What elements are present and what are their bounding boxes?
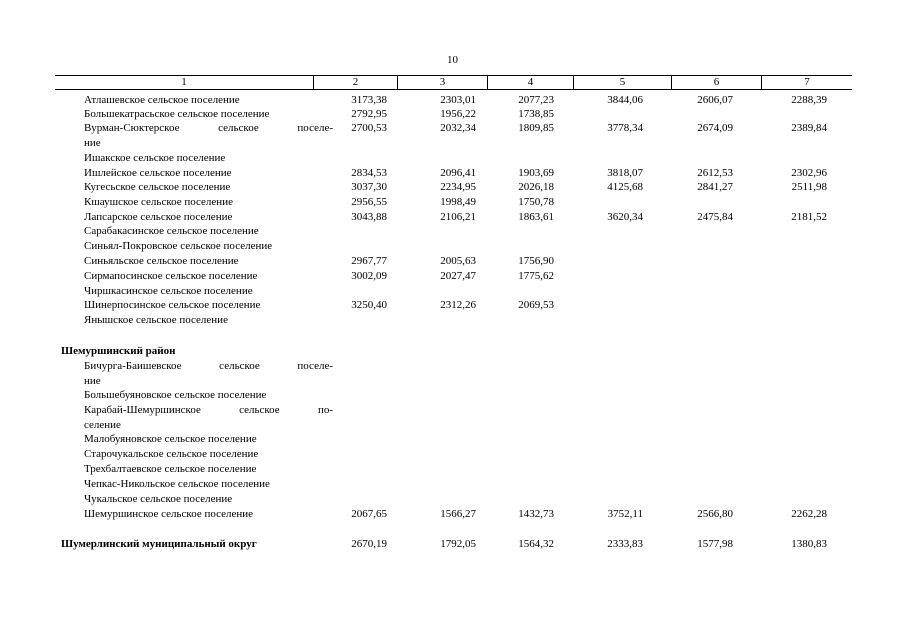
table-row bbox=[55, 388, 852, 402]
settlement-name: Бичурга-Баишевское сельское поселе- bbox=[84, 360, 333, 372]
value-col-5: 3778,34 bbox=[607, 122, 643, 134]
value-col-4: 2069,53 bbox=[518, 299, 554, 311]
settlement-name: Карабай-Шемуршинское сельское по- bbox=[84, 404, 333, 416]
table-row bbox=[55, 136, 852, 150]
value-col-2: 3250,40 bbox=[351, 299, 387, 311]
settlement-name: Вурман-Сюктерское сельское поселе- bbox=[84, 122, 333, 134]
value-col-3: 2027,47 bbox=[440, 270, 476, 282]
section-row bbox=[55, 537, 852, 551]
settlement-name: селение bbox=[84, 419, 121, 431]
settlement-name: Кшаушское сельское поселение bbox=[84, 196, 233, 208]
value-col-3: 2032,34 bbox=[440, 122, 476, 134]
value-col-4: 1863,61 bbox=[518, 211, 554, 223]
value-col-7: 2288,39 bbox=[791, 94, 827, 106]
header-cell-3: 3 bbox=[397, 76, 487, 89]
table-row bbox=[55, 284, 852, 298]
value-col-6: 1577,98 bbox=[697, 538, 733, 550]
value-col-4: 1738,85 bbox=[518, 108, 554, 120]
value-col-2: 3173,38 bbox=[351, 94, 387, 106]
value-col-3: 1792,05 bbox=[440, 538, 476, 550]
table-row bbox=[55, 298, 852, 312]
table-row bbox=[55, 507, 852, 521]
settlement-name: ние bbox=[84, 137, 101, 149]
header-cell-5: 5 bbox=[573, 76, 671, 89]
settlement-name: Синьял-Покровское сельское поселение bbox=[84, 240, 273, 252]
table-row bbox=[55, 492, 852, 506]
table-row bbox=[55, 93, 852, 107]
table-row bbox=[55, 359, 852, 373]
value-col-4: 1775,62 bbox=[518, 270, 554, 282]
value-col-2: 2834,53 bbox=[351, 167, 387, 179]
section-row bbox=[55, 344, 852, 358]
header-cell-4: 4 bbox=[487, 76, 573, 89]
table-header bbox=[55, 75, 852, 90]
settlement-name: ние bbox=[84, 375, 101, 387]
table-row bbox=[55, 403, 852, 417]
table-row bbox=[55, 418, 852, 432]
header-cell-1: 1 bbox=[181, 76, 187, 88]
value-col-4: 2077,23 bbox=[518, 94, 554, 106]
table-row bbox=[55, 374, 852, 388]
header-cell-7: 7 bbox=[761, 76, 852, 89]
table-row bbox=[55, 254, 852, 268]
value-col-6: 2674,09 bbox=[697, 122, 733, 134]
table-row bbox=[55, 477, 852, 491]
settlement-name: Шинерпосинское сельское поселение bbox=[84, 299, 261, 311]
table-row bbox=[55, 210, 852, 224]
settlement-name: Чепкас-Никольское сельское поселение bbox=[84, 478, 270, 490]
value-col-7: 2181,52 bbox=[791, 211, 827, 223]
value-col-7: 2511,98 bbox=[791, 181, 827, 193]
table-row bbox=[55, 432, 852, 446]
settlement-name: Чукальское сельское поселение bbox=[84, 493, 233, 505]
value-col-6: 2606,07 bbox=[697, 94, 733, 106]
value-col-3: 2005,63 bbox=[440, 255, 476, 267]
value-col-7: 2302,96 bbox=[791, 167, 827, 179]
settlement-name: Большекатрасьское сельское поселение bbox=[84, 108, 270, 120]
value-col-7: 2389,84 bbox=[791, 122, 827, 134]
settlement-name: Кугесьское сельское поселение bbox=[84, 181, 231, 193]
value-col-4: 2026,18 bbox=[518, 181, 554, 193]
value-col-7: 1380,83 bbox=[791, 538, 827, 550]
value-col-3: 2096,41 bbox=[440, 167, 476, 179]
settlement-name: Сирмапосинское сельское поселение bbox=[84, 270, 258, 282]
value-col-4: 1809,85 bbox=[518, 122, 554, 134]
value-col-3: 2303,01 bbox=[440, 94, 476, 106]
value-col-3: 2312,26 bbox=[440, 299, 476, 311]
value-col-3: 1998,49 bbox=[440, 196, 476, 208]
settlement-name: Атлашевское сельское поселение bbox=[84, 94, 240, 106]
settlement-name: Большебуяновское сельское поселение bbox=[84, 389, 267, 401]
value-col-4: 1564,32 bbox=[518, 538, 554, 550]
table-row bbox=[55, 313, 852, 327]
table-row bbox=[55, 269, 852, 283]
table-row bbox=[55, 239, 852, 253]
value-col-3: 1956,22 bbox=[440, 108, 476, 120]
table-row bbox=[55, 107, 852, 121]
settlement-name: Шемуршинское сельское поселение bbox=[84, 508, 254, 520]
settlement-name: Ишлейское сельское поселение bbox=[84, 167, 232, 179]
value-col-2: 2967,77 bbox=[351, 255, 387, 267]
value-col-6: 2841,27 bbox=[697, 181, 733, 193]
value-col-2: 3002,09 bbox=[351, 270, 387, 282]
value-col-2: 3043,88 bbox=[351, 211, 387, 223]
value-col-4: 1756,90 bbox=[518, 255, 554, 267]
table-row bbox=[55, 151, 852, 165]
value-col-2: 3037,30 bbox=[351, 181, 387, 193]
section-title: Шумерлинский муниципальный округ bbox=[61, 538, 257, 550]
value-col-2: 2670,19 bbox=[351, 538, 387, 550]
value-col-6: 2612,53 bbox=[697, 167, 733, 179]
section-title: Шемуршинский район bbox=[61, 345, 176, 357]
value-col-3: 2234,95 bbox=[440, 181, 476, 193]
settlement-name: Чиршкасинское сельское поселение bbox=[84, 285, 253, 297]
table-row bbox=[55, 195, 852, 209]
settlement-name: Янышское сельское поселение bbox=[84, 314, 228, 326]
page-number: 10 bbox=[447, 54, 458, 66]
table-row bbox=[55, 447, 852, 461]
value-col-5: 3620,34 bbox=[607, 211, 643, 223]
value-col-5: 3844,06 bbox=[607, 94, 643, 106]
value-col-6: 2566,80 bbox=[697, 508, 733, 520]
value-col-2: 2067,65 bbox=[351, 508, 387, 520]
settlement-name: Лапсарское сельское поселение bbox=[84, 211, 233, 223]
value-col-5: 3752,11 bbox=[607, 508, 643, 520]
settlement-name: Трехбалтаевское сельское поселение bbox=[84, 463, 257, 475]
header-cell-2: 2 bbox=[313, 76, 397, 89]
settlement-name: Старочукальское сельское поселение bbox=[84, 448, 259, 460]
value-col-2: 2792,95 bbox=[351, 108, 387, 120]
settlement-name: Сарабакасинское сельское поселение bbox=[84, 225, 259, 237]
table-row bbox=[55, 166, 852, 180]
value-col-6: 2475,84 bbox=[697, 211, 733, 223]
value-col-5: 2333,83 bbox=[607, 538, 643, 550]
value-col-5: 3818,07 bbox=[607, 167, 643, 179]
table-row bbox=[55, 462, 852, 476]
header-cell-6: 6 bbox=[671, 76, 761, 89]
table-row bbox=[55, 180, 852, 194]
value-col-4: 1432,73 bbox=[518, 508, 554, 520]
table-row bbox=[55, 224, 852, 238]
value-col-2: 2956,55 bbox=[351, 196, 387, 208]
settlement-name: Синьяльское сельское поселение bbox=[84, 255, 239, 267]
settlement-name: Малобуяновское сельское поселение bbox=[84, 433, 257, 445]
value-col-4: 1750,78 bbox=[518, 196, 554, 208]
value-col-2: 2700,53 bbox=[351, 122, 387, 134]
table-row bbox=[55, 121, 852, 135]
value-col-3: 2106,21 bbox=[440, 211, 476, 223]
value-col-4: 1903,69 bbox=[518, 167, 554, 179]
settlement-name: Ишакское сельское поселение bbox=[84, 152, 226, 164]
value-col-5: 4125,68 bbox=[607, 181, 643, 193]
value-col-7: 2262,28 bbox=[791, 508, 827, 520]
value-col-3: 1566,27 bbox=[440, 508, 476, 520]
